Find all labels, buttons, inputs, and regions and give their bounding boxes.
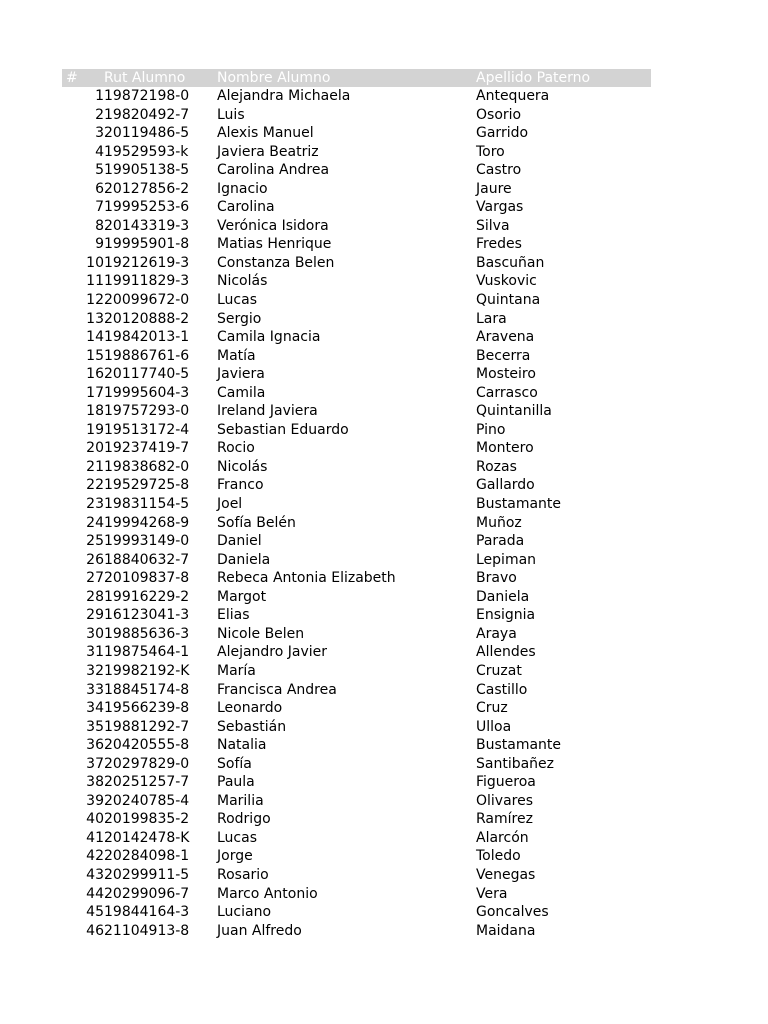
row-rut: 20119486-5 [104, 125, 190, 142]
student-table [62, 69, 651, 940]
row-rut: 19885636-3 [104, 625, 190, 642]
row-nombre: Constanza Belen [217, 254, 335, 271]
row-nombre: Nicolás [217, 273, 268, 290]
row-nombre: Sebastian Eduardo [217, 421, 349, 438]
row-nombre: Matias Henrique [217, 236, 332, 253]
row-rut: 20297829-0 [104, 755, 190, 772]
row-apellido: Venegas [476, 866, 536, 883]
row-number: 33 [86, 681, 104, 698]
table-row [62, 569, 651, 588]
table-row [62, 792, 651, 811]
row-number: 39 [86, 792, 104, 809]
row-rut: 20299096-7 [104, 885, 190, 902]
row-nombre: Elias [217, 607, 250, 624]
row-rut: 19905138-5 [104, 162, 190, 179]
row-rut: 20143319-3 [104, 217, 190, 234]
table-row [62, 736, 651, 755]
row-nombre: Sebastián [217, 718, 287, 735]
row-apellido: Alarcón [476, 829, 529, 846]
row-number: 21 [86, 458, 104, 475]
row-rut: 19994268-9 [104, 514, 190, 531]
row-apellido: Carrasco [476, 384, 538, 401]
row-nombre: Joel [217, 496, 243, 513]
row-apellido: Silva [476, 217, 510, 234]
row-nombre: Jorge [217, 848, 253, 865]
table-row [62, 588, 651, 607]
row-number: 18 [86, 403, 104, 420]
row-number: 5 [95, 162, 104, 179]
row-number: 23 [86, 496, 104, 513]
row-apellido: Lara [476, 310, 507, 327]
row-apellido: Santibañez [476, 755, 555, 772]
row-number: 46 [86, 922, 104, 939]
table-row [62, 291, 651, 310]
row-rut: 19995604-3 [104, 384, 190, 401]
row-apellido: Muñoz [476, 514, 522, 531]
row-number: 40 [86, 811, 104, 828]
row-apellido: Rozas [476, 458, 517, 475]
header-number: # [66, 70, 78, 86]
row-number: 8 [95, 217, 104, 234]
row-number: 27 [86, 570, 104, 587]
row-nombre: Alexis Manuel [217, 125, 314, 142]
row-nombre: Daniel [217, 533, 262, 550]
row-nombre: Sofía [217, 755, 252, 772]
row-number: 38 [86, 774, 104, 791]
row-nombre: Carolina [217, 199, 275, 216]
row-apellido: Osorio [476, 106, 522, 123]
table-row [62, 421, 651, 440]
row-apellido: Gallardo [476, 477, 535, 494]
row-apellido: Quintana [476, 292, 541, 309]
row-rut: 19993149-0 [104, 533, 190, 550]
row-nombre: Sofía Belén [217, 514, 296, 531]
row-rut: 20240785-4 [104, 792, 190, 809]
row-number: 12 [86, 292, 104, 309]
row-rut: 20117740-5 [104, 366, 190, 383]
table-row [62, 439, 651, 458]
row-apellido: Allendes [476, 644, 536, 661]
row-rut: 20127856-2 [104, 180, 190, 197]
table-row [62, 606, 651, 625]
row-number: 25 [86, 533, 104, 550]
row-nombre: Nicole Belen [217, 625, 305, 642]
row-nombre: Luciano [217, 904, 272, 921]
row-rut: 20251257-7 [104, 774, 190, 791]
table-row [62, 625, 651, 644]
header-rut: Rut Alumno [104, 70, 186, 86]
row-rut: 20420555-8 [104, 737, 190, 754]
row-apellido: Cruzat [476, 662, 522, 679]
row-apellido: Becerra [476, 347, 531, 364]
row-number: 6 [95, 180, 104, 197]
row-rut: 20284098-1 [104, 848, 190, 865]
row-number: 19 [86, 421, 104, 438]
row-apellido: Araya [476, 625, 517, 642]
row-nombre: Alejandro Javier [217, 644, 328, 661]
row-nombre: Rocio [217, 440, 255, 457]
header-nombre: Nombre Alumno [217, 70, 331, 86]
row-nombre: Paula [217, 774, 255, 791]
row-rut: 19875464-1 [104, 644, 190, 661]
row-apellido: Castro [476, 162, 522, 179]
row-apellido: Goncalves [476, 904, 549, 921]
table-row [62, 180, 651, 199]
table-row [62, 922, 651, 941]
row-rut: 20099672-0 [104, 292, 190, 309]
row-apellido: Antequera [476, 88, 550, 104]
row-rut: 19872198-0 [104, 88, 190, 104]
table-row [62, 847, 651, 866]
row-number: 17 [86, 384, 104, 401]
table-row [62, 328, 651, 347]
row-rut: 19881292-7 [104, 718, 190, 735]
row-number: 28 [86, 588, 104, 605]
row-number: 1 [95, 88, 104, 104]
table-row [62, 161, 651, 180]
table-row [62, 718, 651, 737]
row-rut: 19212619-3 [104, 254, 190, 271]
row-rut: 19844164-3 [104, 904, 190, 921]
row-number: 32 [86, 662, 104, 679]
row-rut: 19911829-3 [104, 273, 190, 290]
table-row [62, 347, 651, 366]
row-apellido: Toledo [476, 848, 521, 865]
table-row [62, 514, 651, 533]
table-row [62, 272, 651, 291]
row-rut: 18840632-7 [104, 551, 190, 568]
row-apellido: Mosteiro [476, 366, 536, 383]
table-row [62, 903, 651, 922]
row-number: 11 [86, 273, 104, 290]
row-nombre: Javiera [217, 366, 265, 383]
row-apellido: Pino [476, 421, 506, 438]
row-number: 20 [86, 440, 104, 457]
row-apellido: Montero [476, 440, 534, 457]
row-number: 42 [86, 848, 104, 865]
row-number: 45 [86, 904, 104, 921]
table-row [62, 310, 651, 329]
row-rut: 19237419-7 [104, 440, 190, 457]
row-number: 10 [86, 254, 104, 271]
row-apellido: Olivares [476, 792, 534, 809]
row-nombre: Natalia [217, 737, 267, 754]
row-nombre: Ireland Javiera [217, 403, 318, 420]
row-rut: 19513172-4 [104, 421, 190, 438]
row-nombre: Juan Alfredo [217, 922, 302, 939]
row-rut: 19831154-5 [104, 496, 190, 513]
row-rut: 21104913-8 [104, 922, 190, 939]
row-nombre: María [217, 662, 256, 679]
table-row [62, 198, 651, 217]
table-header-row [62, 69, 651, 87]
row-number: 2 [95, 106, 104, 123]
row-nombre: Lucas [217, 829, 257, 846]
row-nombre: Camila [217, 384, 266, 401]
row-apellido: Bravo [476, 570, 517, 587]
table-row [62, 829, 651, 848]
row-rut: 19820492-7 [104, 106, 190, 123]
row-nombre: Lucas [217, 292, 257, 309]
row-nombre: Verónica Isidora [217, 217, 329, 234]
row-number: 30 [86, 625, 104, 642]
row-rut: 19886761-6 [104, 347, 190, 364]
row-nombre: Ignacio [217, 180, 268, 197]
table-row [62, 699, 651, 718]
table-row [62, 755, 651, 774]
table-row [62, 217, 651, 236]
row-apellido: Parada [476, 533, 525, 550]
row-nombre: Marilia [217, 792, 264, 809]
table-row [62, 106, 651, 125]
table-row [62, 681, 651, 700]
row-number: 37 [86, 755, 104, 772]
row-apellido: Aravena [476, 329, 535, 346]
row-nombre: Francisca Andrea [217, 681, 337, 698]
row-rut: 19842013-1 [104, 329, 190, 346]
row-number: 15 [86, 347, 104, 364]
row-rut: 19995253-6 [104, 199, 190, 216]
row-rut: 19916229-2 [104, 588, 190, 605]
row-apellido: Castillo [476, 681, 528, 698]
row-number: 3 [95, 125, 104, 142]
row-number: 24 [86, 514, 104, 531]
table-row [62, 476, 651, 495]
row-number: 44 [86, 885, 104, 902]
row-number: 43 [86, 866, 104, 883]
table-row [62, 643, 651, 662]
row-apellido: Vuskovic [476, 273, 537, 290]
row-number: 13 [86, 310, 104, 327]
table-row [62, 143, 651, 162]
table-row [62, 402, 651, 421]
row-nombre: Leonardo [217, 700, 283, 717]
row-nombre: Margot [217, 588, 267, 605]
row-number: 7 [95, 199, 104, 216]
table-row [62, 885, 651, 904]
row-apellido: Ulloa [476, 718, 512, 735]
row-nombre: Nicolás [217, 458, 268, 475]
row-apellido: Ramírez [476, 811, 533, 828]
row-nombre: Alejandra Michaela [217, 88, 351, 104]
table-row [62, 365, 651, 384]
row-rut: 19982192-K [104, 662, 190, 679]
row-rut: 20109837-8 [104, 570, 190, 587]
row-nombre: Daniela [217, 551, 271, 568]
row-number: 35 [86, 718, 104, 735]
row-nombre: Marco Antonio [217, 885, 318, 902]
row-rut: 19757293-0 [104, 403, 190, 420]
row-rut: 20142478-K [104, 829, 190, 846]
table-row [62, 662, 651, 681]
header-apellido: Apellido Paterno [476, 70, 591, 86]
row-rut: 19566239-8 [104, 700, 190, 717]
row-nombre: Franco [217, 477, 264, 494]
row-number: 36 [86, 737, 104, 754]
row-nombre: Sergio [217, 310, 262, 327]
row-apellido: Bascuñan [476, 254, 545, 271]
row-rut: 18845174-8 [104, 681, 190, 698]
row-nombre: Matía [217, 347, 256, 364]
table-row [62, 866, 651, 885]
table-row [62, 551, 651, 570]
row-nombre: Rodrigo [217, 811, 271, 828]
row-apellido: Vera [476, 885, 508, 902]
row-number: 22 [86, 477, 104, 494]
row-apellido: Garrido [476, 125, 529, 142]
table-row [62, 124, 651, 143]
row-number: 29 [86, 607, 104, 624]
table-row [62, 384, 651, 403]
row-rut: 20199835-2 [104, 811, 190, 828]
row-number: 41 [86, 829, 104, 846]
row-nombre: Rebeca Antonia Elizabeth [217, 570, 396, 587]
row-number: 14 [86, 329, 104, 346]
row-apellido: Vargas [476, 199, 524, 216]
row-nombre: Carolina Andrea [217, 162, 330, 179]
row-apellido: Jaure [476, 180, 512, 197]
table-body [62, 87, 651, 940]
row-apellido: Fredes [476, 236, 522, 253]
row-rut: 19838682-0 [104, 458, 190, 475]
row-apellido: Ensignia [476, 607, 536, 624]
row-number: 26 [86, 551, 104, 568]
row-apellido: Maidana [476, 922, 536, 939]
table-row [62, 235, 651, 254]
row-rut: 20299911-5 [104, 866, 190, 883]
row-apellido: Lepiman [476, 551, 537, 568]
row-rut: 19529593-k [104, 143, 189, 160]
table-row [62, 495, 651, 514]
row-rut: 16123041-3 [104, 607, 190, 624]
table-row [62, 458, 651, 477]
row-number: 9 [95, 236, 104, 253]
table-row [62, 254, 651, 273]
row-nombre: Camila Ignacia [217, 329, 321, 346]
row-apellido: Quintanilla [476, 403, 552, 420]
row-rut: 19529725-8 [104, 477, 190, 494]
row-number: 16 [86, 366, 104, 383]
row-nombre: Rosario [217, 866, 269, 883]
row-number: 31 [86, 644, 104, 661]
row-apellido: Cruz [476, 700, 508, 717]
row-apellido: Toro [476, 143, 505, 160]
table-row [62, 773, 651, 792]
row-nombre: Javiera Beatriz [217, 143, 319, 160]
row-rut: 20120888-2 [104, 310, 190, 327]
row-number: 34 [86, 700, 104, 717]
row-number: 4 [95, 143, 104, 160]
table-row [62, 532, 651, 551]
row-apellido: Daniela [476, 588, 530, 605]
row-apellido: Bustamante [476, 737, 562, 754]
row-nombre: Luis [217, 106, 245, 123]
table-row [62, 87, 651, 106]
row-rut: 19995901-8 [104, 236, 190, 253]
row-apellido: Figueroa [476, 774, 536, 791]
table-row [62, 810, 651, 829]
row-apellido: Bustamante [476, 496, 562, 513]
